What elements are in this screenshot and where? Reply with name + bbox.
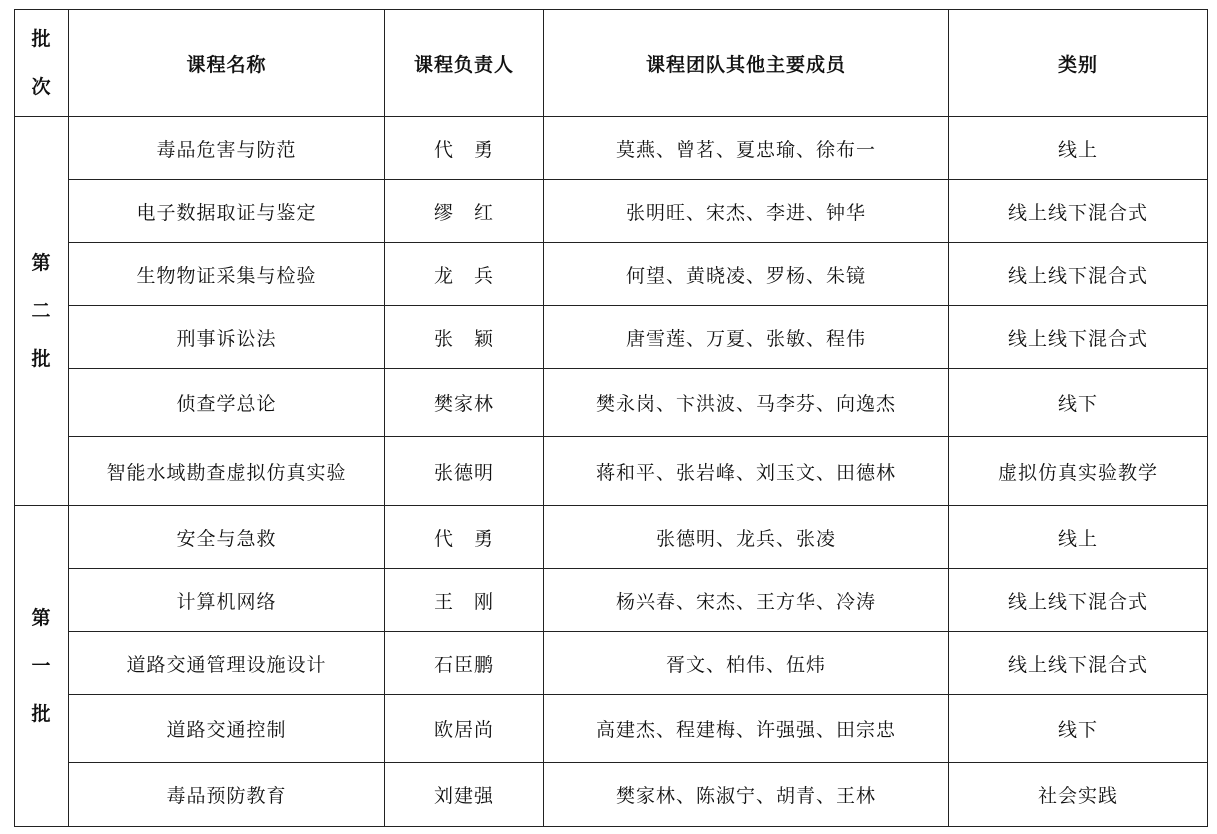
course-category: 线上线下混合式 (949, 243, 1208, 306)
course-category: 线下 (949, 369, 1208, 437)
table-row (15, 632, 1208, 695)
header-category: 类别 (949, 10, 1208, 117)
header-batch: 批 次 (15, 10, 69, 117)
team-members: 张明旺、宋杰、李进、钟华 (544, 180, 949, 243)
team-members: 莫燕、曾茗、夏忠瑜、徐布一 (544, 117, 949, 180)
course-lead: 樊家林 (385, 369, 544, 437)
course-category: 线上线下混合式 (949, 306, 1208, 369)
table-row (15, 569, 1208, 632)
table-row (15, 117, 1208, 180)
table-row (15, 506, 1208, 569)
course-name: 侦查学总论 (69, 369, 385, 437)
course-name: 刑事诉讼法 (69, 306, 385, 369)
table-row (15, 437, 1208, 506)
team-members: 樊永岗、卞洪波、马李芬、向逸杰 (544, 369, 949, 437)
course-lead: 欧居尚 (385, 695, 544, 763)
batch-label-first: 第 一 批 (15, 506, 69, 827)
course-category: 线上线下混合式 (949, 180, 1208, 243)
team-members: 樊家林、陈淑宁、胡青、王林 (544, 763, 949, 827)
course-name: 毒品危害与防范 (69, 117, 385, 180)
team-members: 杨兴春、宋杰、王方华、冷涛 (544, 569, 949, 632)
course-name: 生物物证采集与检验 (69, 243, 385, 306)
course-lead: 代 勇 (385, 117, 544, 180)
course-category: 线上 (949, 506, 1208, 569)
table-row (15, 369, 1208, 437)
course-name: 智能水域勘查虚拟仿真实验 (69, 437, 385, 506)
table-row (15, 763, 1208, 827)
course-lead: 王 刚 (385, 569, 544, 632)
course-category: 线上 (949, 117, 1208, 180)
course-lead: 代 勇 (385, 506, 544, 569)
course-category: 社会实践 (949, 763, 1208, 827)
course-table (14, 9, 1208, 827)
team-members: 张德明、龙兵、张凌 (544, 506, 949, 569)
course-name: 道路交通管理设施设计 (69, 632, 385, 695)
table-row (15, 306, 1208, 369)
header-row (15, 10, 1208, 117)
team-members: 唐雪莲、万夏、张敏、程伟 (544, 306, 949, 369)
course-category: 线上线下混合式 (949, 569, 1208, 632)
team-members: 高建杰、程建梅、许强强、田宗忠 (544, 695, 949, 763)
course-lead: 张德明 (385, 437, 544, 506)
course-name: 计算机网络 (69, 569, 385, 632)
course-lead: 刘建强 (385, 763, 544, 827)
course-name: 安全与急救 (69, 506, 385, 569)
table-row (15, 243, 1208, 306)
course-lead: 石臣鹏 (385, 632, 544, 695)
course-lead: 缪 红 (385, 180, 544, 243)
course-category: 线下 (949, 695, 1208, 763)
header-course-name: 课程名称 (69, 10, 385, 117)
team-members: 何望、黄晓凌、罗杨、朱镜 (544, 243, 949, 306)
team-members: 胥文、柏伟、伍炜 (544, 632, 949, 695)
header-course-lead: 课程负责人 (385, 10, 544, 117)
course-name: 道路交通控制 (69, 695, 385, 763)
table-row (15, 180, 1208, 243)
course-lead: 龙 兵 (385, 243, 544, 306)
header-team-members: 课程团队其他主要成员 (544, 10, 949, 117)
batch-label-second: 第 二 批 (15, 117, 69, 506)
course-category: 虚拟仿真实验教学 (949, 437, 1208, 506)
table-row (15, 695, 1208, 763)
course-lead: 张 颖 (385, 306, 544, 369)
team-members: 蒋和平、张岩峰、刘玉文、田德林 (544, 437, 949, 506)
course-category: 线上线下混合式 (949, 632, 1208, 695)
course-name: 电子数据取证与鉴定 (69, 180, 385, 243)
course-name: 毒品预防教育 (69, 763, 385, 827)
